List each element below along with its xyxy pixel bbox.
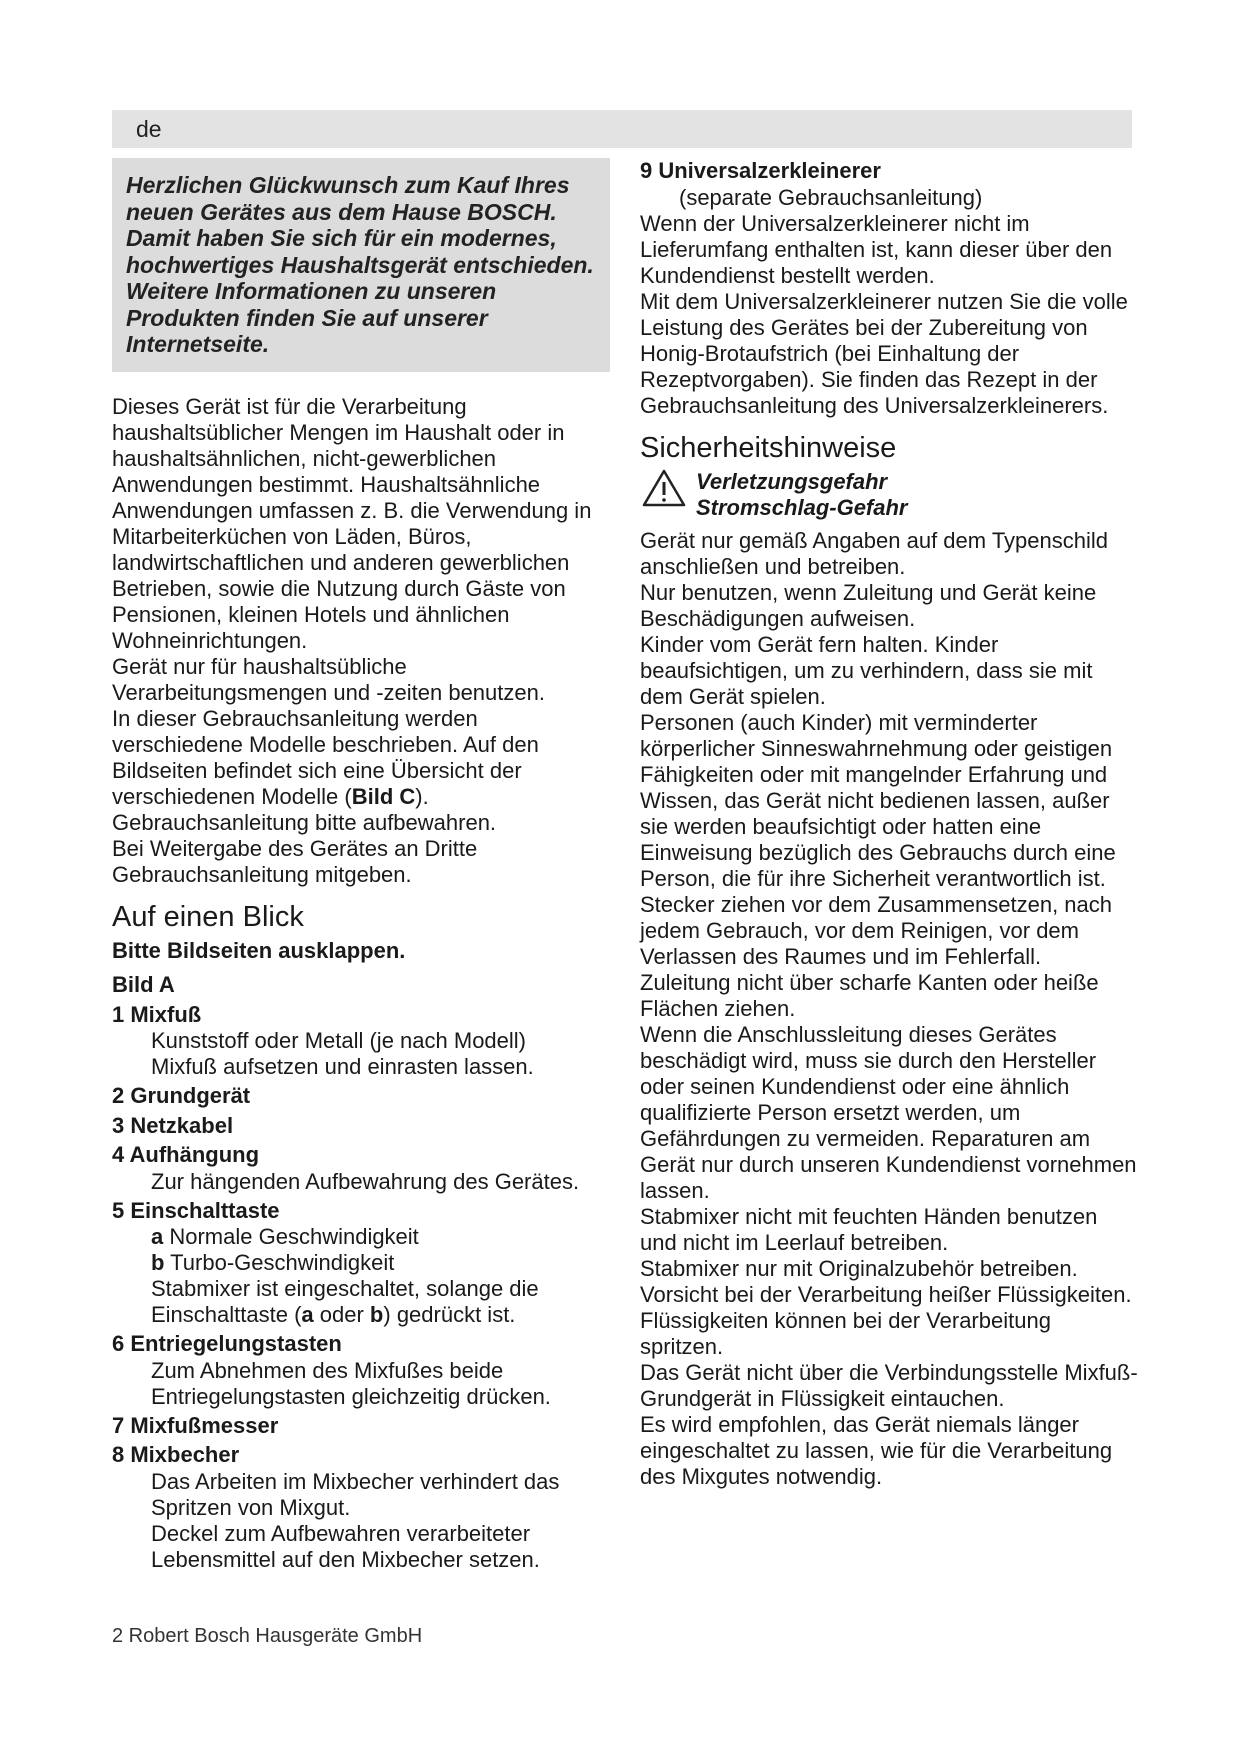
warning-injury: Verletzungsgefahr	[696, 468, 888, 494]
part-desc: a Normale Geschwindigkeit	[151, 1224, 419, 1249]
safety-paragraph: Stecker ziehen vor dem Zusammensetzen, nach jedem Gebrauch, vor dem Reinigen, vor dem Verlassen des Raumes und im Fehlerfall.	[640, 891, 1113, 969]
part-desc: Deckel zum Aufbewahren verarbeiteter Lebensmittel auf den Mixbecher setzen.	[151, 1520, 540, 1572]
language-bar	[112, 110, 1132, 148]
chopper-paragraph: Wenn der Universalzerkleinerer nicht im Lieferumfang enthalten ist, kann dieser über den Kundendienst bestellt werden.	[640, 210, 1113, 288]
part-item: 7 Mixfußmesser	[112, 1412, 279, 1438]
warning-electric: Stromschlag-Gefahr	[696, 495, 908, 520]
part-item: 4 Aufhängung	[112, 1142, 260, 1167]
safety-paragraph: Nur benutzen, wenn Zuleitung und Gerät keine Beschädigungen aufweisen.	[640, 579, 1097, 631]
part-item: 2 Grundgerät	[112, 1083, 251, 1108]
overview-subtitle: Bitte Bildseiten ausklappen.	[112, 937, 406, 963]
part-item: 6 Entriegelungstasten	[112, 1331, 342, 1356]
language-code: de	[136, 116, 162, 142]
safety-paragraph: Vorsicht bei der Verarbeitung heißer Flüssigkeiten. Flüssigkeiten können bei der Verarbeitung spritzen.	[640, 1281, 1132, 1359]
warning-block	[640, 469, 1140, 522]
intro-box	[112, 158, 610, 372]
part-item: 9 Universalzerkleinerer	[640, 158, 881, 183]
usage-paragraph: Dieses Gerät ist für die Verarbeitung haushaltsüblicher Mengen im Haushalt oder in haushaltsähnlichen, nicht-gewerblichen Anwendungen bestimmt. Haushaltsähnliche Anwendungen umfassen z. B. die Verwendung in Mitarbeiterküchen von Läden, Büros, landwirtschaftlichen und anderen gewerblichen Betrieben, sowie die Nutzung durch Gäste von Pensionen, kleinen Hotels und ähnlichen Wohneinrichtungen.	[112, 393, 592, 653]
part-desc: Zum Abnehmen des Mixfußes beide Entriegelungstasten gleichzeitig drücken.	[151, 1357, 551, 1409]
safety-paragraph: Gerät nur gemäß Angaben auf dem Typenschild anschließen und betreiben.	[640, 527, 1108, 579]
part-desc: (separate Gebrauchsanleitung)	[679, 184, 983, 210]
safety-paragraph: Stabmixer nicht mit feuchten Händen benutzen und nicht im Leerlauf betreiben.	[640, 1203, 1098, 1255]
part-desc: Kunststoff oder Metall (je nach Modell)	[151, 1028, 526, 1053]
safety-paragraph: Kinder vom Gerät fern halten. Kinder beaufsichtigen, um zu verhindern, dass sie mit dem Gerät spielen.	[640, 631, 1093, 709]
chopper-paragraph: Mit dem Universalzerkleinerer nutzen Sie die volle Leistung des Gerätes bei der Zubereitung von Honig-Brotaufstrich (bei Einhaltung der Rezeptvorgaben). Sie finden das Rezept in der Gebrauchsanleitung des Universalzerkleinerers.	[640, 288, 1128, 418]
part-desc: Einschalttaste (a oder b) gedrückt ist.	[151, 1302, 516, 1327]
safety-paragraph: Wenn die Anschlussleitung dieses Gerätes beschädigt wird, muss sie durch den Hersteller oder seinen Kundendienst oder eine ähnlich qualifizierte Person ersetzt werden, um Gefährdungen zu vermeiden. Reparaturen am Gerät nur durch unseren Kundendienst vornehmen lassen.	[640, 1021, 1137, 1203]
part-desc: Stabmixer ist eingeschaltet, solange die	[151, 1276, 539, 1301]
warning-triangle-icon	[642, 469, 686, 512]
safety-paragraph: Es wird empfohlen, das Gerät niemals länger eingeschaltet zu lassen, wie für die Verarbeitung des Mixgutes notwendig.	[640, 1411, 1113, 1489]
part-desc: Zur hängenden Aufbewahrung des Gerätes.	[151, 1168, 580, 1194]
right-column	[640, 158, 1140, 1490]
part-item: 5 Einschalttaste	[112, 1197, 280, 1223]
part-desc: Mixfuß aufsetzen und einrasten lassen.	[151, 1054, 534, 1079]
keep-manual-paragraph: Gebrauchsanleitung bitte aufbewahren.	[112, 809, 497, 835]
models-paragraph: In dieser Gebrauchsanleitung werden verschiedene Modelle beschrieben. Auf den Bildseiten befindet sich eine Übersicht der verschiedenen Modelle (Bild C).	[112, 705, 539, 809]
page-footer: 2 Robert Bosch Hausgeräte GmbH	[112, 1625, 423, 1647]
part-item: 3 Netzkabel	[112, 1112, 234, 1138]
bild-label: Bild A	[112, 972, 175, 997]
safety-paragraph: Zuleitung nicht über scharfe Kanten oder heiße Flächen ziehen.	[640, 969, 1099, 1021]
left-column	[112, 158, 610, 1573]
safety-heading: Sicherheitshinweise	[640, 431, 897, 464]
intro-text: Herzlichen Glückwunsch zum Kauf Ihres neuen Gerätes aus dem Hause BOSCH. Damit haben Sie sich für ein modernes, hochwertiges Haushaltsgerät entschieden. Weitere Informationen zu unseren Produkten finden Sie auf unserer Internetseite.	[126, 172, 594, 357]
usage-paragraph: Gerät nur für haushaltsübliche Verarbeitungsmengen und -zeiten benutzen.	[112, 653, 545, 705]
part-item: 1 Mixfuß	[112, 1001, 202, 1027]
safety-paragraph: Stabmixer nur mit Originalzubehör betreiben.	[640, 1255, 1078, 1281]
safety-paragraph: Das Gerät nicht über die Verbindungsstelle Mixfuß-Grundgerät in Flüssigkeit eintauchen.	[640, 1359, 1138, 1411]
part-desc: Das Arbeiten im Mixbecher verhindert das Spritzen von Mixgut.	[151, 1468, 560, 1520]
handover-paragraph: Bei Weitergabe des Gerätes an Dritte Gebrauchsanleitung mitgeben.	[112, 835, 478, 887]
overview-heading: Auf einen Blick	[112, 900, 304, 933]
part-desc: b Turbo-Geschwindigkeit	[151, 1250, 395, 1275]
safety-paragraph: Personen (auch Kinder) mit verminderter körperlicher Sinneswahrnehmung oder geistigen Fähigkeiten oder mit mangelnder Erfahrung und Wissen, das Gerät nicht bedienen lassen, außer sie werden beaufsichtigt oder hatten eine Einweisung bezüglich des Gebrauchs durch eine Person, die für ihre Sicherheit verantwortlich ist.	[640, 709, 1116, 891]
part-item: 8 Mixbecher	[112, 1442, 240, 1467]
